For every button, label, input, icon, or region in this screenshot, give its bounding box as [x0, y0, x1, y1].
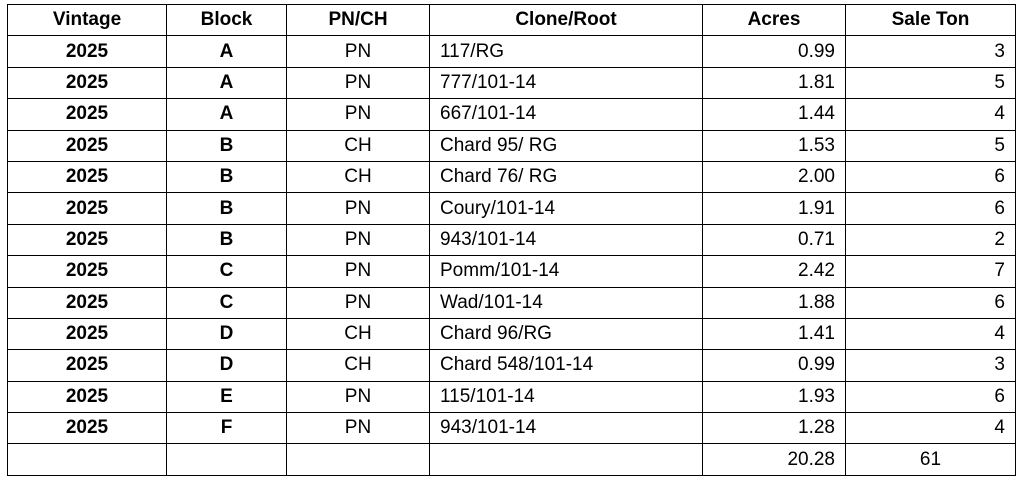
cell-pn-ch: CH [287, 130, 430, 161]
cell-acres: 0.99 [703, 350, 846, 381]
cell-clone-root: Chard 96/RG [430, 318, 703, 349]
cell-acres: 0.71 [703, 224, 846, 255]
cell-sale-ton: 6 [846, 287, 1016, 318]
table-row [8, 224, 1016, 255]
cell-vintage: 2025 [8, 161, 167, 192]
header-row [8, 5, 1016, 36]
total-acres: 20.28 [703, 444, 846, 475]
table-row [8, 350, 1016, 381]
cell-sale-ton: 5 [846, 130, 1016, 161]
totals-empty-cell [287, 444, 430, 475]
cell-pn-ch: PN [287, 67, 430, 98]
cell-vintage: 2025 [8, 36, 167, 67]
totals-empty-cell [167, 444, 287, 475]
cell-vintage: 2025 [8, 67, 167, 98]
cell-block: B [167, 161, 287, 192]
cell-vintage: 2025 [8, 224, 167, 255]
header-vintage: Vintage [8, 5, 167, 36]
cell-sale-ton: 4 [846, 99, 1016, 130]
table-body [8, 36, 1016, 444]
cell-vintage: 2025 [8, 287, 167, 318]
cell-clone-root: Chard 548/101-14 [430, 350, 703, 381]
cell-acres: 1.53 [703, 130, 846, 161]
cell-sale-ton: 4 [846, 413, 1016, 444]
cell-pn-ch: PN [287, 224, 430, 255]
cell-pn-ch: CH [287, 350, 430, 381]
cell-clone-root: Pomm/101-14 [430, 256, 703, 287]
cell-acres: 0.99 [703, 36, 846, 67]
cell-sale-ton: 4 [846, 318, 1016, 349]
cell-acres: 1.81 [703, 67, 846, 98]
cell-pn-ch: CH [287, 161, 430, 192]
cell-clone-root: 117/RG [430, 36, 703, 67]
cell-acres: 2.00 [703, 161, 846, 192]
header-pn-ch: PN/CH [287, 5, 430, 36]
cell-block: E [167, 381, 287, 412]
cell-vintage: 2025 [8, 413, 167, 444]
cell-clone-root: 943/101-14 [430, 413, 703, 444]
cell-vintage: 2025 [8, 130, 167, 161]
table-row [8, 193, 1016, 224]
cell-block: C [167, 256, 287, 287]
cell-vintage: 2025 [8, 99, 167, 130]
cell-sale-ton: 3 [846, 350, 1016, 381]
cell-sale-ton: 2 [846, 224, 1016, 255]
totals-empty-cell [8, 444, 167, 475]
totals-row [8, 444, 1016, 475]
cell-clone-root: 777/101-14 [430, 67, 703, 98]
cell-block: B [167, 224, 287, 255]
cell-acres: 1.28 [703, 413, 846, 444]
table-row [8, 413, 1016, 444]
cell-block: A [167, 36, 287, 67]
table-row [8, 256, 1016, 287]
cell-acres: 1.44 [703, 99, 846, 130]
cell-pn-ch: CH [287, 318, 430, 349]
totals-empty-cell [430, 444, 703, 475]
cell-block: B [167, 193, 287, 224]
cell-clone-root: 115/101-14 [430, 381, 703, 412]
cell-pn-ch: PN [287, 287, 430, 318]
cell-sale-ton: 6 [846, 193, 1016, 224]
table-row [8, 287, 1016, 318]
total-sale-ton: 61 [846, 444, 1016, 475]
cell-vintage: 2025 [8, 381, 167, 412]
cell-acres: 2.42 [703, 256, 846, 287]
cell-pn-ch: PN [287, 193, 430, 224]
cell-acres: 1.91 [703, 193, 846, 224]
cell-block: B [167, 130, 287, 161]
cell-clone-root: 667/101-14 [430, 99, 703, 130]
cell-pn-ch: PN [287, 99, 430, 130]
cell-block: A [167, 99, 287, 130]
table-row [8, 36, 1016, 67]
cell-acres: 1.88 [703, 287, 846, 318]
cell-block: C [167, 287, 287, 318]
table-row [8, 318, 1016, 349]
cell-acres: 1.93 [703, 381, 846, 412]
table-row [8, 99, 1016, 130]
cell-pn-ch: PN [287, 36, 430, 67]
cell-vintage: 2025 [8, 256, 167, 287]
table-row [8, 381, 1016, 412]
table-row [8, 161, 1016, 192]
cell-sale-ton: 3 [846, 36, 1016, 67]
cell-clone-root: Wad/101-14 [430, 287, 703, 318]
header-clone-root: Clone/Root [430, 5, 703, 36]
table-row [8, 67, 1016, 98]
cell-block: F [167, 413, 287, 444]
cell-block: D [167, 318, 287, 349]
header-acres: Acres [703, 5, 846, 36]
cell-vintage: 2025 [8, 193, 167, 224]
cell-clone-root: Coury/101-14 [430, 193, 703, 224]
cell-vintage: 2025 [8, 350, 167, 381]
cell-acres: 1.41 [703, 318, 846, 349]
header-block: Block [167, 5, 287, 36]
header-sale-ton: Sale Ton [846, 5, 1016, 36]
cell-sale-ton: 6 [846, 161, 1016, 192]
vineyard-table [7, 4, 1016, 476]
cell-pn-ch: PN [287, 413, 430, 444]
cell-clone-root: Chard 95/ RG [430, 130, 703, 161]
cell-clone-root: Chard 76/ RG [430, 161, 703, 192]
cell-pn-ch: PN [287, 381, 430, 412]
cell-sale-ton: 7 [846, 256, 1016, 287]
table-row [8, 130, 1016, 161]
cell-sale-ton: 6 [846, 381, 1016, 412]
cell-pn-ch: PN [287, 256, 430, 287]
cell-sale-ton: 5 [846, 67, 1016, 98]
cell-block: A [167, 67, 287, 98]
cell-block: D [167, 350, 287, 381]
cell-vintage: 2025 [8, 318, 167, 349]
cell-clone-root: 943/101-14 [430, 224, 703, 255]
